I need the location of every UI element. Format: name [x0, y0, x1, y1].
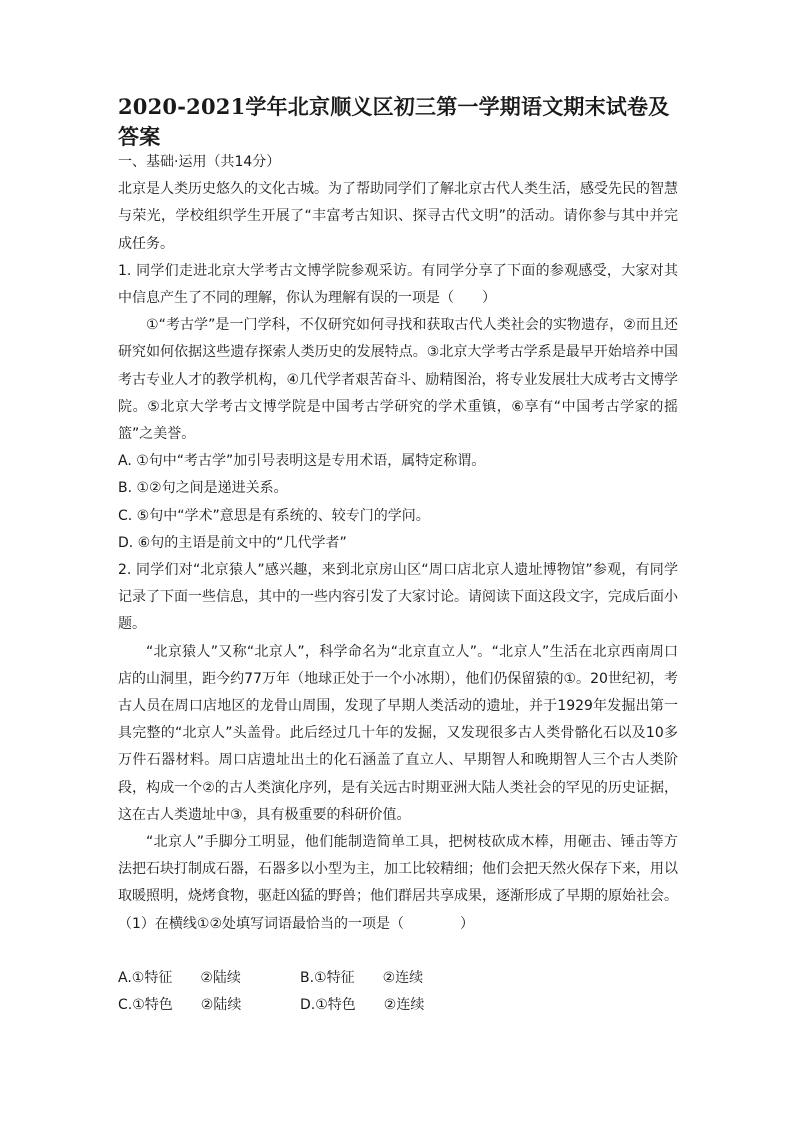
sub-1-option-d: D.①特色 ②连续	[300, 997, 425, 1013]
question-2-passage-2: “北京人”手脚分工明显，他们能制造简单工具，把树枝砍成木棒，用砸击、锤击等方法把石块打制成石器，石器多以小型为主，加工比较精细；他们会把天然火保存下来，用以取暖照明，烧烤食物，驱赶凶猛的野兽；他们群居共享成果，逐渐形成了早期的原始社会。	[118, 834, 678, 905]
intro-paragraph: 北京是人类历史悠久的文化古城。为了帮助同学们了解北京古代人类生活，感受先民的智慧与荣光，学校组织学生开展了“丰富考古知识、探寻古代文明”的活动。请你参与其中并完成任务。	[118, 181, 678, 252]
question-1-stem: 1. 同学们走进北京大学考古文博学院参观采访。有同学分享了下面的参观感受，大家对其中信息产生了不同的理解，你认为理解有误的一项是（ ）	[118, 262, 678, 307]
sub-1-option-b: B.①特征 ②连续	[300, 970, 424, 986]
question-1-option-a: A. ①句中“考古学”加引号表明这是专用术语，属特定称谓。	[118, 453, 486, 470]
sub-1-option-a: A.①特征 ②陆续	[118, 970, 241, 986]
question-1-option-d: D. ⑥句的主语是前文中的“几代学者”	[118, 534, 347, 551]
question-1-option-b: B. ①②句之间是递进关系。	[118, 480, 288, 497]
document-title: 2020-2021学年北京顺义区初三第一学期语文期末试卷及答案	[118, 94, 670, 149]
sub-1-options-row-2	[118, 992, 424, 1019]
section-heading: 一、基础·运用（共14分）	[118, 154, 281, 170]
sub-1-option-c: C.①特色 ②陆续	[118, 997, 242, 1013]
question-2-passage-1: “北京猿人”又称“北京人”，科学命名为“北京直立人”。“北京人”生活在北京西南周口店的山洞里，距今约77万年（地球正处于一个小冰期），他们仍保留猿的①。20世纪初，考古人员在周口店地区的龙骨山周围，发现了早期人类活动的遗址，并于1929年发掘出第一具完整的“北京人”头盖骨。此后经过几十年的发掘，又发现很多古人类骨骼化石以及10多万件石器材料。周口店遗址出土的化石涵盖了直立人、早期智人和晚期智人三个古人类阶段，构成一个②的古人类演化序列，是有关远古时期亚洲大陆人类社会的罕见的历史证据，这在古人类遗址中③，具有极重要的科研价值。	[118, 643, 678, 823]
sub-1-options-row-1	[118, 965, 423, 992]
question-2-stem: 2. 同学们对“北京猿人”感兴趣，来到北京房山区“周口店北京人遗址博物馆”参观，有同学记录了下面一些信息，其中的一些内容引发了大家讨论。请阅读下面这段文字，完成后面小题。	[118, 562, 678, 633]
question-1-passage: ①“考古学”是一门学科，不仅研究如何寻找和获取古代人类社会的实物遗存，②而且还研究如何依据这些遗存探索人类历史的发展特点。③北京大学考古学系是最早开始培养中国考古专业人才的教学机构，④几代学者艰苦奋斗、励精图治，将专业发展壮大成考古文博学院。⑤北京大学考古文博学院是中国考古学研究的学术重镇，⑥享有“中国考古学家的摇篮”之美誉。	[118, 317, 678, 443]
section-one	[118, 149, 678, 938]
question-1-option-c: C. ⑤句中“学术”意思是有系统的、较专门的学问。	[118, 507, 430, 524]
question-2-sub-1-stem: （1）在横线①②处填写词语最恰当的一项是（ ）	[118, 915, 475, 932]
